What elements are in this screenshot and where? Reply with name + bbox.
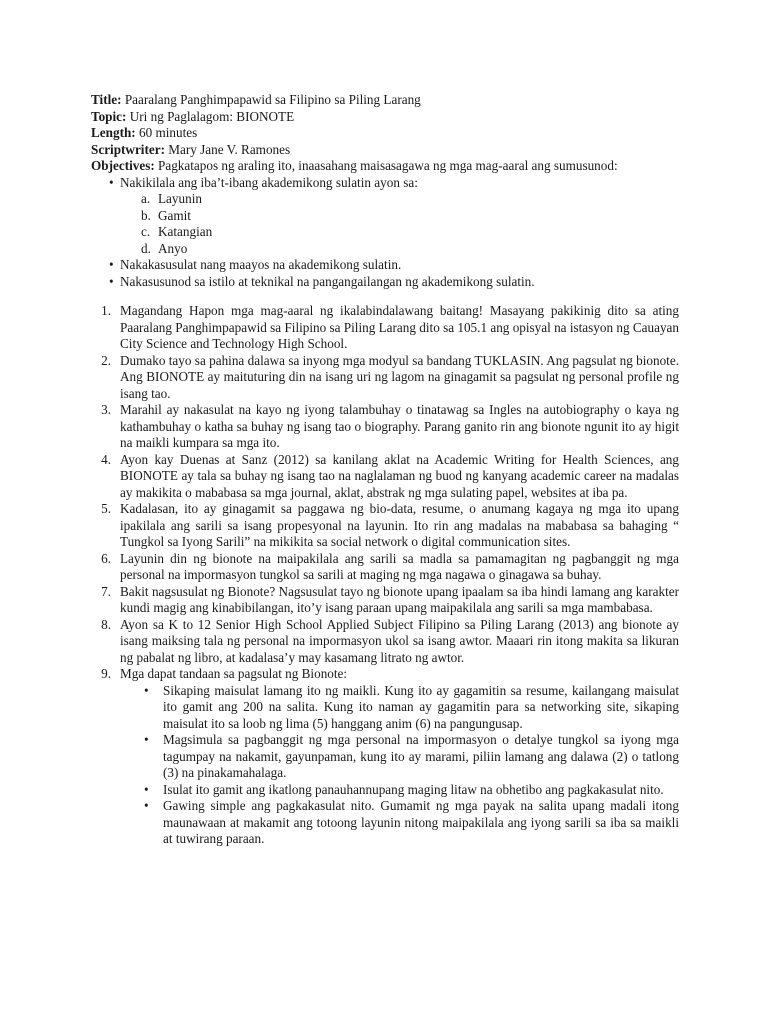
paragraph-text: Bakit nagsusulat ng Bionote? Nagsusulat tayo ng bionote upang ipaalam sa iba hindi lamang ang karakter kundi magig ang kinabibilangan, ito’y isang paraan upang maipakilala ang sarili sa mga mambabasa. bbox=[120, 583, 679, 615]
paragraph-item bbox=[91, 551, 679, 584]
subitem-marker: b. bbox=[141, 207, 151, 223]
objectives-label: Objectives: bbox=[91, 158, 155, 173]
paragraph-text: Mga dapat tandaan sa pagsulat ng Bionote: bbox=[120, 666, 348, 681]
paragraph-text: Magandang Hapon mga mag-aaral ng ikalabindalawang baitang! Masayang pakikinig dito sa ating Paaralang Panghimpapawid sa Filipino sa Piling Larang dito sa 105.1 ang opisyal na istasyon ng Cauayan City Science and Technology High School. bbox=[120, 303, 679, 351]
tip-item bbox=[120, 683, 679, 733]
subitem-text: Katangian bbox=[158, 224, 213, 239]
objectives-line bbox=[91, 158, 679, 175]
tip-item bbox=[120, 798, 679, 848]
paragraph-item bbox=[91, 353, 679, 403]
objectives-list bbox=[91, 175, 679, 291]
subitem-text: Anyo bbox=[158, 240, 188, 256]
objective-sublist bbox=[120, 191, 679, 257]
title-line bbox=[91, 92, 679, 109]
paragraph-number: 4. bbox=[101, 451, 111, 467]
paragraph-item bbox=[91, 666, 679, 848]
paragraph-item bbox=[91, 617, 679, 667]
subitem-text: Gamit bbox=[158, 207, 191, 223]
paragraph-text: Marahil ay nakasulat na kayo ng iyong talambuhay o tinatawag sa Ingles na autobiography o kaya ng kathambuhay o katha sa buhay ng isang tao o biography. Parang ganito rin ang bionote ngunit ito ay higit na maikli kumpara sa mga ito. bbox=[120, 402, 679, 450]
objective-text: Nakasusunod sa istilo at teknikal na pangangailangan ng akademikong sulatin. bbox=[120, 273, 535, 289]
tip-text: Isulat ito gamit ang ikatlong panauhannupang maging litaw na obhetibo ang pagkakasulat nito. bbox=[163, 781, 664, 797]
paragraph-item bbox=[91, 303, 679, 353]
subitem-marker: a. bbox=[141, 191, 151, 206]
paragraph-text: Ayon kay Duenas at Sanz (2012) sa kanilang aklat na Academic Writing for Health Sciences, ang BIONOTE ay tala sa buhay ng isang tao na naglalaman ng buod ng kanyang academic career na madalas ay makikita o mababasa sa mga journal, aklat, abstrak ng mga sulating papel, websites at iba pa. bbox=[120, 451, 679, 500]
objective-subitem bbox=[120, 241, 679, 258]
objectives-intro: Pagkatapos ng araling ito, inaasahang maisasagawa ng mga mag-aaral ang sumusunod: bbox=[158, 158, 618, 173]
paragraph-number: 8. bbox=[101, 616, 111, 632]
paragraph-number: 6. bbox=[101, 550, 111, 566]
tips-list bbox=[120, 683, 679, 848]
objective-subitem bbox=[120, 191, 679, 208]
topic-line bbox=[91, 109, 679, 126]
paragraph-number: 3. bbox=[101, 402, 111, 417]
paragraph-number: 5. bbox=[101, 501, 111, 516]
tip-text: Gawing simple ang pagkakasulat nito. Gumamit ng mga payak na salita upang madali itong maunawaan at makamit ang totoong layunin nitong maipakilala ang iyong sarili sa iba sa maikli at tuwirang paraan. bbox=[163, 798, 679, 846]
objective-subitem bbox=[120, 224, 679, 241]
scriptwriter-label: Scriptwriter: bbox=[91, 141, 165, 157]
subitem-marker: c. bbox=[141, 224, 151, 239]
objective-text: Nakikilala ang iba’t-ibang akademikong sulatin ayon sa: bbox=[120, 174, 418, 190]
paragraph-text: Dumako tayo sa pahina dalawa sa inyong mga modyul sa bandang TUKLASIN. Ang pagsulat ng bionote. Ang BIONOTE ay maituturing din na isang uri ng lagom na ginagamit sa pagsulat ng personal profile ng isang tao. bbox=[120, 352, 679, 401]
objective-item bbox=[91, 257, 679, 274]
scriptwriter-value: Mary Jane V. Ramones bbox=[168, 141, 291, 157]
objective-item bbox=[91, 274, 679, 291]
document-body bbox=[91, 92, 679, 848]
length-label: Length: bbox=[91, 125, 136, 140]
paragraph-number: 9. bbox=[101, 666, 111, 681]
topic-label: Topic: bbox=[91, 108, 127, 124]
tip-text: Magsimula sa pagbanggit ng mga personal na impormasyon o detalye tungkol sa iyong mga tagumpay na nakamit, gayunpaman, kung ito ay marami, piliin lamang ang dalawa (2) o tatlong (3) na pinakamahalaga. bbox=[163, 732, 679, 780]
objective-item bbox=[91, 175, 679, 258]
paragraph-text: Layunin din ng bionote na maipakilala ang sarili sa madla sa pamamagitan ng pagbanggit ng mga personal na impormasyon tungkol sa sarili at maging ng mga nagawa o ginagawa sa buhay. bbox=[120, 550, 679, 582]
scriptwriter-line bbox=[91, 142, 679, 159]
title-label: Title: bbox=[91, 92, 122, 107]
title-value: Paaralang Panghimpapawid sa Filipino sa Piling Larang bbox=[124, 92, 421, 107]
length-value: 60 minutes bbox=[139, 125, 198, 140]
paragraph-number: 1. bbox=[101, 303, 111, 318]
paragraph-number: 7. bbox=[101, 583, 111, 599]
tip-text: Sikaping maisulat lamang ito ng maikli. Kung ito ay gagamitin sa resume, kailangang maisulat ito gamit ang 200 na salita. Kung ito naman ay gagamitin para sa networking site, sikaping maisulat ito sa loob ng lima (5) hanggang anim (6) na pangungusap. bbox=[163, 682, 679, 731]
script-paragraphs bbox=[91, 303, 679, 848]
tip-item bbox=[120, 732, 679, 782]
length-line bbox=[91, 125, 679, 142]
paragraph-item bbox=[91, 584, 679, 617]
paragraph-item bbox=[91, 501, 679, 551]
objective-text: Nakakasusulat nang maayos na akademikong sulatin. bbox=[120, 257, 402, 272]
subitem-text: Layunin bbox=[158, 191, 202, 206]
paragraph-item bbox=[91, 402, 679, 452]
paragraph-item bbox=[91, 452, 679, 502]
tip-item bbox=[120, 782, 679, 799]
objective-subitem bbox=[120, 208, 679, 225]
paragraph-text: Kadalasan, ito ay ginagamit sa paggawa ng bio-data, resume, o anumang kagaya ng mga ito upang ipakilala ang sarili sa isang propesyonal na layunin. Ito rin ang madalas na mababasa sa bahaging “ Tungkol sa Iyong Sarili” na mikikita sa social network o digital communication sites. bbox=[120, 501, 679, 549]
paragraph-text: Ayon sa K to 12 Senior High School Applied Subject Filipino sa Piling Larang (2013) ang bionote ay isang maiksing tala ng personal na impormasyon ukol sa isang awtor. Maaari rin itong makita sa likuran ng pabalat ng libro, at kadalasa’y may kasamang litrato ng awtor. bbox=[120, 616, 679, 665]
topic-value: Uri ng Paglalagom: BIONOTE bbox=[129, 108, 295, 124]
paragraph-number: 2. bbox=[101, 352, 111, 368]
subitem-marker: d. bbox=[141, 240, 151, 256]
document-header bbox=[91, 92, 679, 175]
